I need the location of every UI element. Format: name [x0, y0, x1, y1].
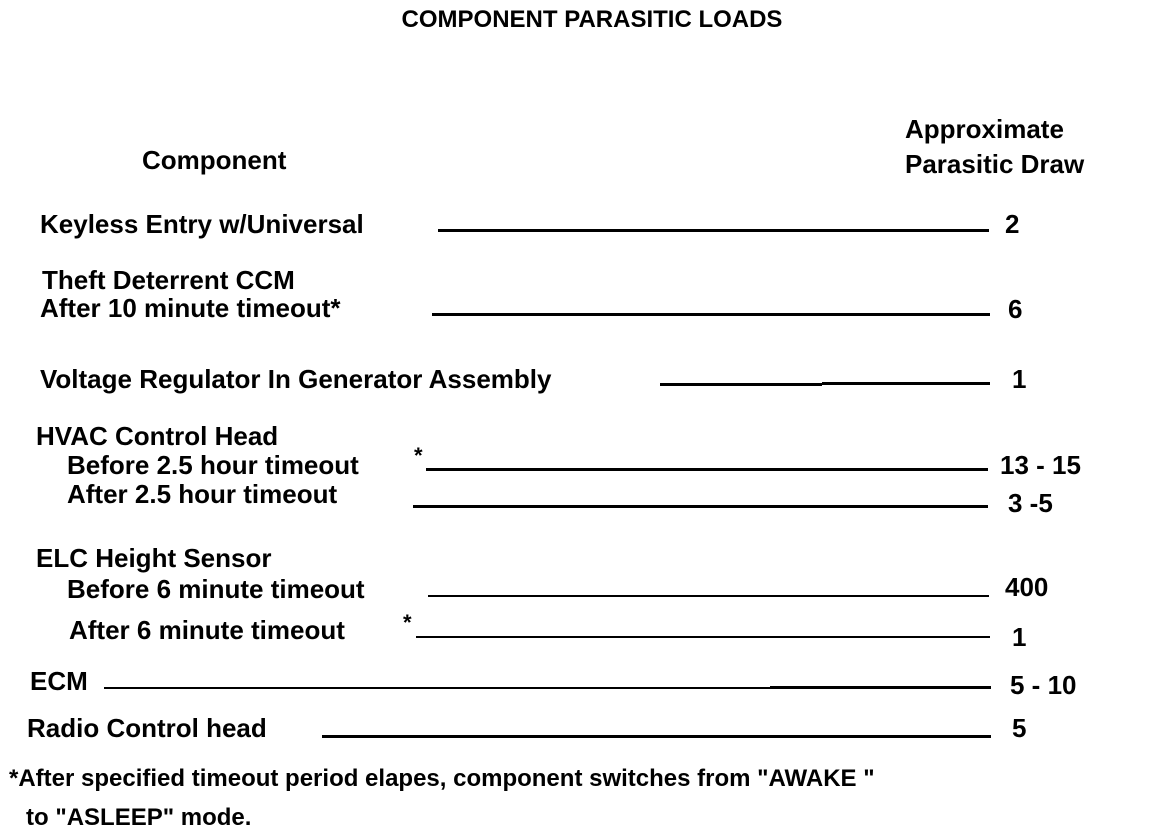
row-value-hvac-before-timeout: 13 - 15 — [1000, 450, 1081, 480]
draw-column-header-line1: Approximate — [905, 114, 1064, 144]
leader-line — [660, 383, 822, 386]
row-value-voltage-regulator: 1 — [1012, 364, 1027, 394]
row-label-elc-height-sensor: ELC Height Sensor — [36, 543, 272, 573]
row-label-hvac-after-timeout: After 2.5 hour timeout — [67, 479, 338, 509]
row-value-elc-after-timeout: 1 — [1012, 622, 1027, 652]
leader-line — [432, 313, 990, 316]
leader-line — [428, 595, 989, 597]
row-value-hvac-after-timeout: 3 -5 — [1008, 488, 1053, 518]
row-label-voltage-regulator: Voltage Regulator In Generator Assembly — [40, 364, 552, 394]
row-value-elc-before-timeout: 400 — [1005, 572, 1049, 602]
component-column-header: Component — [142, 145, 287, 175]
row-label-theft-deterrent: Theft Deterrent CCM — [42, 265, 295, 295]
row-value-ecm: 5 - 10 — [1010, 670, 1077, 700]
row-label-ecm: ECM — [30, 666, 88, 696]
leader-line — [822, 382, 990, 385]
leader-line — [416, 636, 990, 638]
leader-line — [413, 505, 988, 508]
row-value-radio-control-head: 5 — [1012, 713, 1027, 743]
footnote-marker: * — [414, 443, 423, 468]
row-label-elc-before-timeout: Before 6 minute timeout — [67, 574, 365, 604]
row-label-radio-control-head: Radio Control head — [27, 713, 267, 743]
draw-column-header-line2: Parasitic Draw — [905, 149, 1085, 179]
leader-line — [322, 735, 991, 738]
footnote-line2: to "ASLEEP" mode. — [26, 804, 252, 831]
leader-line — [770, 686, 991, 689]
row-label-elc-after-timeout: After 6 minute timeout — [69, 615, 345, 645]
row-label-hvac-control-head: HVAC Control Head — [36, 421, 279, 451]
row-label-keyless-entry: Keyless Entry w/Universal — [40, 209, 364, 239]
leader-line — [438, 229, 989, 232]
row-label-hvac-before-timeout: Before 2.5 hour timeout — [67, 450, 359, 480]
leader-line — [104, 687, 770, 689]
row-label-theft-after-timeout: After 10 minute timeout* — [40, 293, 341, 323]
row-value-theft-after-timeout: 6 — [1008, 294, 1023, 324]
page-title: COMPONENT PARASITIC LOADS — [401, 6, 783, 33]
leader-line — [426, 468, 988, 471]
row-value-keyless-entry: 2 — [1005, 209, 1020, 239]
footnote-marker: * — [403, 610, 412, 635]
footnote-line1: *After specified timeout period elapes, component switches from "AWAKE " — [9, 765, 875, 792]
